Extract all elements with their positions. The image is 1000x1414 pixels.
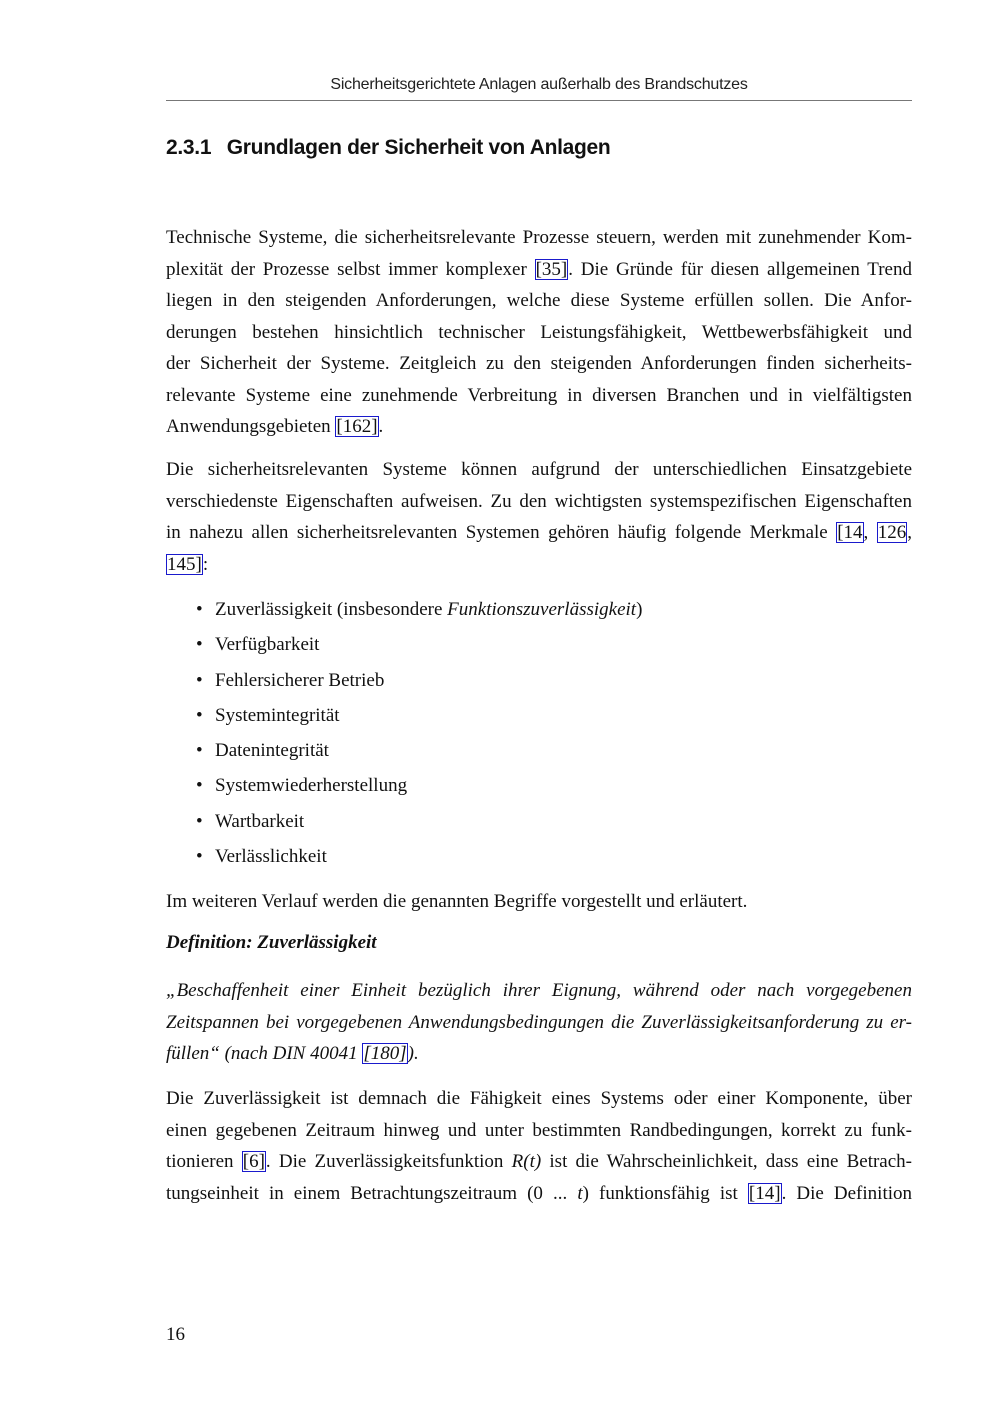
text-line (166, 886, 912, 918)
bullet-icon: • (196, 704, 203, 726)
list-item: • Verlässlichkeit (196, 841, 642, 876)
text-segment: Technische Systeme, die sicherheitsrelevante Prozesse steuern, werden mit zunehmender Kom- (166, 227, 912, 248)
bullet-icon: • (196, 599, 203, 620)
text-line (166, 454, 912, 486)
text-line (166, 380, 912, 412)
text-line (166, 285, 912, 317)
text-segment: der Sicherheit der Systeme. Zeitgleich zu den steigenden Anforderungen finden sicherheits- (166, 353, 912, 374)
text-segment: . (378, 416, 384, 437)
citation-link[interactable]: 126 (877, 522, 907, 543)
text-line (166, 549, 912, 581)
text-segment: tungseinheit in einem Betrachtungszeitraum (0 ... (166, 1182, 578, 1204)
text-line (166, 486, 912, 518)
citation-link[interactable]: [14 (837, 522, 863, 543)
list-item: • Systemintegrität (196, 700, 642, 735)
definition-quote (166, 975, 912, 1070)
text-segment: . Die Zuverlässigkeitsfunktion (265, 1151, 512, 1172)
text-segment: plexität der Prozesse selbst immer komplexer (166, 258, 535, 280)
citation-link[interactable]: [162] (336, 416, 378, 437)
feature-list (196, 594, 642, 876)
text-segment: „Beschaffenheit einer Einheit bezüglich ihrer Eignung, während oder nach vorgegebenen (166, 980, 912, 1001)
paragraph-properties (166, 454, 912, 580)
list-item: • Zuverlässigkeit (insbesondere Funktionszuverlässigkeit) (196, 594, 642, 629)
definition-heading: Definition: Zuverlässigkeit (166, 932, 377, 953)
bullet-icon: • (196, 634, 203, 656)
bullet-icon: • (196, 775, 203, 797)
citation-link[interactable]: [6] (242, 1151, 265, 1172)
text-segment: : (202, 553, 209, 575)
text-segment: Die sicherheitsrelevanten Systeme können aufgrund der unterschiedlichen Einsatzgebiete (166, 459, 912, 480)
text-segment: einen gegebenen Zeitraum hinweg und unter bestimmten Randbedingungen, korrekt zu funk- (166, 1119, 912, 1141)
running-header: Sicherheitsgerichtete Anlagen außerhalb des Brandschutzes (330, 76, 748, 93)
text-segment: , (863, 522, 877, 543)
text-line (166, 1083, 912, 1115)
bullet-icon: • (196, 846, 203, 868)
paragraph-intro (166, 222, 912, 443)
text-segment: füllen“ (nach DIN 40041 (166, 1043, 363, 1064)
list-item: • Systemwiederherstellung (196, 770, 642, 805)
header-rule (166, 100, 912, 101)
text-line (166, 517, 912, 549)
text-line (166, 975, 912, 1007)
section-heading (166, 136, 610, 160)
section-title: Grundlagen der Sicherheit von Anlagen (226, 136, 611, 159)
citation-link[interactable]: 145] (167, 553, 202, 575)
text-segment: . Die Definition (781, 1182, 913, 1204)
text-segment: , (907, 522, 912, 543)
text-segment: ) funktionsfähig ist (582, 1182, 748, 1204)
section-number: 2.3.1 (166, 136, 212, 159)
text-segment: Anwendungsgebieten (166, 416, 336, 437)
text-segment: Die Zuverlässigkeit ist demnach die Fähigkeit eines Systems oder einer Komponente, über (166, 1088, 912, 1109)
text-segment: in nahezu allen sicherheitsrelevanten Systemen gehören häufig folgende Merkmale (166, 522, 837, 543)
bullet-icon: • (196, 740, 203, 762)
text-line (166, 222, 912, 254)
text-line (166, 1115, 912, 1147)
text-segment: Im weiteren Verlauf werden die genannten Begriffe vorgestellt und erläutert. (166, 891, 748, 912)
bullet-icon: • (196, 810, 203, 832)
paragraph-transition (166, 886, 912, 918)
text-segment: ist die Wahrscheinlichkeit, dass eine Betrach- (541, 1151, 912, 1172)
text-segment: relevante Systeme eine zunehmende Verbreitung in diversen Branchen und in vielfältigsten (166, 384, 912, 406)
text-segment: ). (407, 1043, 419, 1064)
text-line (166, 1007, 912, 1039)
text-line (166, 1146, 912, 1178)
page-number: 16 (166, 1324, 185, 1345)
text-line (166, 348, 912, 380)
text-segment: verschiedenste Eigenschaften aufweisen. Zu den wichtigsten systemspezifischen Eigenschaften (166, 490, 912, 512)
text-line (166, 411, 912, 443)
text-segment: R(t) (511, 1151, 542, 1172)
citation-link[interactable]: [14] (748, 1182, 781, 1204)
text-segment: t (577, 1182, 583, 1204)
text-line (166, 254, 912, 286)
list-item: • Verfügbarkeit (196, 629, 642, 664)
list-item: • Wartbarkeit (196, 806, 642, 841)
text-segment: . Die Gründe für diesen allgemeinen Trend (568, 258, 912, 280)
text-segment: Zeitspannen bei vorgegebenen Anwendungsbedingungen die Zuverlässigkeitsanforderung zu er- (166, 1011, 912, 1033)
citation-link[interactable]: [180] (363, 1043, 407, 1064)
bullet-icon: • (196, 669, 203, 691)
text-line (166, 317, 912, 349)
text-segment: liegen in den steigenden Anforderungen, welche diese Systeme erfüllen sollen. Die Anfor- (166, 290, 912, 311)
text-line (166, 1178, 912, 1210)
text-line (166, 1038, 912, 1070)
list-item: • Datenintegrität (196, 735, 642, 770)
text-segment: derungen bestehen hinsichtlich technischer Leistungsfähigkeit, Wettbewerbsfähigkeit und (166, 321, 912, 343)
text-segment: tionieren (166, 1151, 242, 1172)
paragraph-reliability (166, 1083, 912, 1209)
list-item: • Fehlersicherer Betrieb (196, 665, 642, 700)
citation-link[interactable]: [35] (535, 258, 568, 280)
